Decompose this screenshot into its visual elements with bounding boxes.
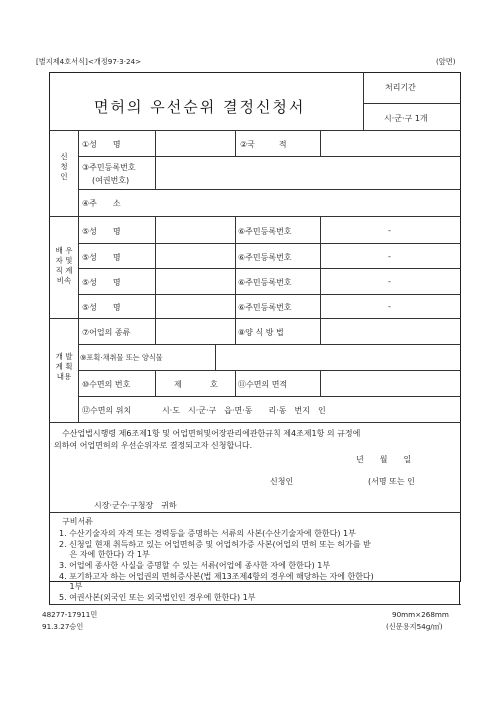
- statement-sign: (서명 또는 인: [368, 477, 415, 486]
- form-number: [별지제4호서식]<개정97·3·24>: [36, 57, 142, 66]
- spouse-rrn-label: ⑥주민등록번호: [238, 278, 292, 287]
- farming-method-label: ⑧양 식 방 법: [238, 328, 284, 337]
- spouse-rrn-label: ⑥주민등록번호: [238, 253, 292, 262]
- spouse-rrn-dash: -: [388, 252, 391, 261]
- catch-label: ⑨포획·채취물 또는 양식물: [80, 353, 163, 362]
- spouse-rrn-dash: -: [388, 277, 391, 286]
- spouse-rrn-label: ⑥주민등록번호: [238, 303, 292, 312]
- required-docs-label: 구비서류: [62, 517, 93, 526]
- water-area-label: ⑪수면의 면적: [238, 380, 288, 389]
- spouse-name-label: ⑤성 명: [82, 253, 121, 262]
- footer-paper: (신문용지54g/㎡): [386, 622, 443, 631]
- required-doc-item: 5. 여권사본(외국인 또는 외국법인인 경우에 한한다) 1부: [59, 593, 256, 602]
- applicant-name-label: ①성 명: [82, 140, 121, 149]
- spouse-rrn-dash: -: [388, 302, 391, 311]
- applicant-address-label: ④주 소: [82, 199, 121, 208]
- processing-period-value: 시·군·구 1개: [384, 114, 428, 123]
- fishery-type-label: ⑦어업의 종류: [82, 328, 131, 337]
- footer-size: 90mm×268mm: [392, 610, 449, 619]
- dev-section-label: 개 발 계 획 내용: [55, 352, 73, 381]
- spouse-name-label: ⑤성 명: [82, 227, 121, 236]
- footer-code: 48277-17911민: [42, 610, 98, 619]
- page-title: 면허의 우선순위 결정신청서: [94, 98, 306, 116]
- required-doc-item: 1부: [59, 582, 83, 591]
- water-number-label: ⑩수면의 번호: [82, 380, 131, 389]
- applicant-passport-label: (여권번호): [92, 176, 130, 185]
- required-doc-item: 은 자에 한한다) 각 1부: [59, 550, 150, 559]
- required-doc-item: 2. 신청일 현재 취득하고 있는 어업면허증 및 어업허가증 사본(어업의 면허 또는 허가를 받: [59, 540, 371, 549]
- spouse-rrn-label: ⑥주민등록번호: [238, 227, 292, 236]
- footer-approved: 91.3.27승인: [42, 622, 84, 631]
- front-side-label: (앞면): [436, 57, 456, 66]
- statement-applicant: 신청인: [270, 477, 294, 486]
- required-doc-item: 4. 포기하고자 하는 어업권의 면허증사본(법 제13조제4항의 경우에 해당하는 자에 한한다): [59, 572, 374, 581]
- applicant-section-label: 신 청 인: [60, 152, 68, 181]
- statement-line-2: 의하여 어업면허의 우선순위자로 결정되고자 신청합니다.: [54, 441, 253, 450]
- water-number-je: 제: [174, 380, 182, 389]
- statement-line-1: 수산업법시행령 제6조제1항 및 어업면허및어장관리에관한규칙 제4조제1항 의 규정에: [62, 429, 361, 438]
- spouse-section-label: 배 우 자 및 직 계 비속: [55, 246, 73, 285]
- processing-period-label: 처리기간: [385, 83, 416, 92]
- water-location-label: ⑫수면의 위치: [82, 406, 132, 415]
- water-number-ho: 호: [210, 380, 218, 389]
- statement-recipient: 시장·군수·구청장 귀하: [94, 501, 177, 510]
- applicant-nationality-label: ②국 적: [240, 140, 287, 149]
- spouse-name-label: ⑤성 명: [82, 303, 121, 312]
- water-location-fields: 시·도 시·군·구 읍·면·동 리·동 번지 인: [162, 406, 326, 415]
- required-doc-item: 3. 어업에 종사한 사실을 증명할 수 있는 서류(어업에 종사한 자에 한한다) 1부: [59, 561, 331, 570]
- required-doc-item: 1. 수산기술자의 자격 또는 경력등을 증명하는 서류의 사본(수산기술자에 한한다) 1부: [59, 529, 356, 538]
- spouse-rrn-dash: -: [388, 226, 391, 235]
- statement-date: 년 월 일: [356, 455, 412, 464]
- spouse-name-label: ⑤성 명: [82, 278, 121, 287]
- applicant-rrn-label: ③주민등록번호: [82, 163, 136, 172]
